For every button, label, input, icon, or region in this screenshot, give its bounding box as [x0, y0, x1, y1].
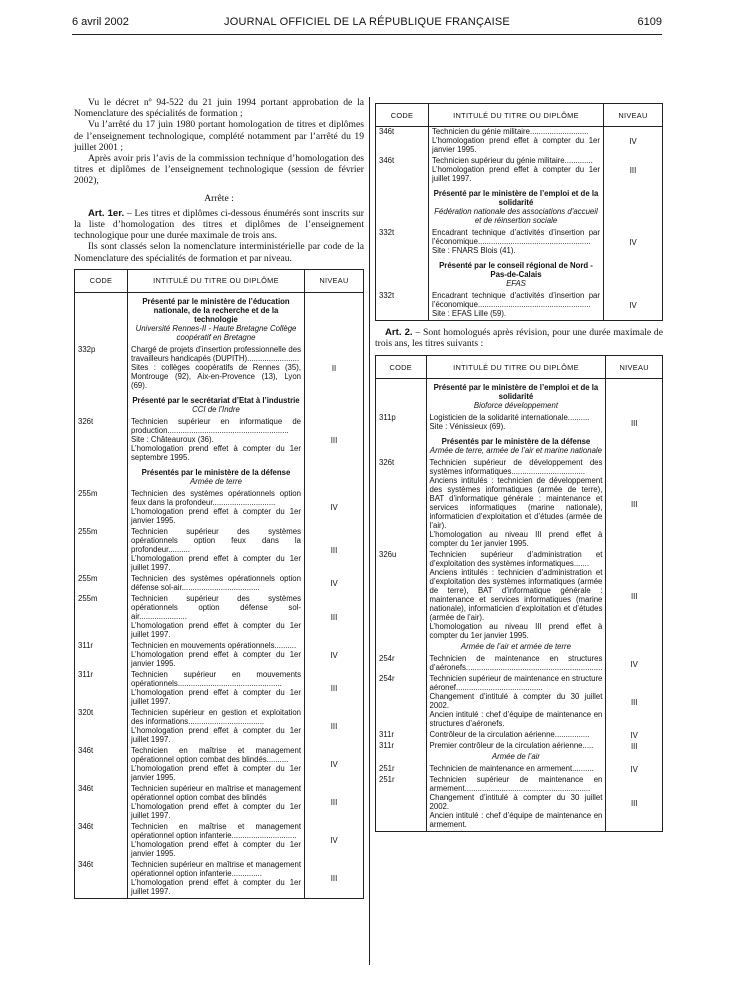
- section-row: [376, 185, 663, 228]
- table-row: [75, 594, 364, 641]
- row-level: III: [606, 413, 663, 433]
- row-level: IV: [606, 654, 663, 674]
- row-code: 346t: [75, 822, 128, 860]
- entry-line: Ancien intitulé : chef d’équipe de maintenance en armement.: [429, 811, 603, 830]
- row-title: [128, 527, 305, 574]
- header-rule: [72, 34, 662, 35]
- entry-line: Technicien de maintenance en structures d’aéronefs...............................................................: [429, 654, 603, 673]
- entry-line: Technicien des systèmes opérationnels option feux dans la profondeur.............................: [131, 488, 301, 507]
- row-title: [426, 550, 606, 642]
- row-code: 255m: [75, 527, 128, 574]
- article-1-label: Art. 1er.: [88, 207, 125, 219]
- row-level: III: [305, 670, 364, 708]
- row-level: III: [606, 458, 663, 550]
- row-title: [128, 345, 305, 392]
- section-subheading: Fédération nationale des associations d’accueil et de réinsertion sociale: [434, 207, 598, 225]
- entry-line: L’homologation prend effet à compter du 1er juillet 1997.: [131, 801, 301, 820]
- entry-line: L’homologation prend effet à compter du 1er juillet 1997.: [432, 165, 600, 183]
- table-row: [75, 860, 364, 899]
- table-row: [376, 291, 663, 321]
- article-1: [74, 208, 364, 242]
- row-code: 332p: [75, 345, 128, 392]
- row-code: [376, 257, 429, 291]
- row-title: [128, 860, 305, 899]
- row-title: [128, 641, 305, 670]
- section-row: [376, 752, 663, 764]
- entry-line: Technicien supérieur des systèmes opérationnels option défense sol-air......................: [131, 593, 301, 621]
- entry-line: Technicien supérieur en informatique de production........................................................: [131, 416, 301, 435]
- section-subheading: CCI de l’Indre: [192, 404, 240, 414]
- article-2: [375, 327, 663, 349]
- entry-line: Technicien en mouvements opérationnels..........: [131, 640, 297, 650]
- article-1-text: – Les titres et diplômes ci-dessous énumérés sont inscrits sur la liste d’homologation des titres et diplômes de l’enseignement technologique pour une durée maximale de trois ans.: [74, 207, 364, 242]
- diploma-table-3: [375, 355, 663, 832]
- arrete-heading: Arrête :: [204, 192, 234, 204]
- row-code: 311r: [376, 741, 427, 752]
- row-code: 255m: [75, 489, 128, 527]
- col-header-level: NIVEAU: [305, 269, 364, 292]
- table-row: [376, 654, 663, 674]
- row-level: [606, 752, 663, 764]
- row-code: 251r: [376, 775, 427, 832]
- section-heading: Présenté par le ministère de l’emploi et de la solidarité: [433, 189, 599, 207]
- preamble: [74, 97, 364, 264]
- table-row: [75, 822, 364, 860]
- col-header-code: CODE: [75, 269, 128, 292]
- row-title: [426, 458, 606, 550]
- entry-line: Technicien supérieur du génie militaire.............: [432, 156, 593, 165]
- section-row: [376, 379, 663, 414]
- row-title: [426, 642, 606, 654]
- entry-line: Technicien supérieur de maintenance en armement..........................................................: [429, 775, 603, 794]
- row-code: [376, 752, 427, 764]
- entry-line: Technicien supérieur de développement des systèmes informatiques..................................: [429, 458, 603, 477]
- entry-line: L’homologation prend effet à compter du 1er janvier 1995.: [131, 506, 301, 525]
- row-title: [429, 127, 604, 157]
- entry-line: L’homologation prend effet à compter du 1er juillet 1997.: [131, 725, 301, 744]
- entry-line: Technicien en maîtrise et management opérationnel option combat des blindés..........: [131, 745, 301, 764]
- entry-line: Contrôleur de la circulation aérienne................: [429, 730, 590, 740]
- entry-line: L’homologation au niveau III prend effet à compter du 1er janvier 1995.: [429, 622, 603, 641]
- row-title: [426, 413, 606, 433]
- entry-line: Technicien du génie militaire...........................: [432, 127, 589, 136]
- table-row: [376, 156, 663, 185]
- entry-line: Technicien supérieur en maîtrise et management opérationnel option infanterie..............: [131, 859, 301, 878]
- table-row: [75, 345, 364, 392]
- row-title: [128, 464, 305, 489]
- entry-line: L’homologation prend effet à compter du 1er juillet 1997.: [131, 620, 301, 639]
- header-date: 6 avril 2002: [72, 16, 129, 28]
- entry-line: Encadrant technique d’activités d’insertion par l’économique....................................................: [432, 291, 600, 309]
- entry-line: Technicien des systèmes opérationnels option défense sol-air....................................: [131, 573, 301, 592]
- row-level: [305, 464, 364, 489]
- row-title: [128, 708, 305, 746]
- row-title: [128, 489, 305, 527]
- row-level: [305, 392, 364, 417]
- table-row: [75, 784, 364, 822]
- entry-line: Ancien intitulé : chef d’équipe de maintenance en structures d’aéronefs.: [429, 710, 603, 729]
- row-title: [128, 292, 305, 345]
- row-title: [128, 417, 305, 464]
- entry-line: Technicien supérieur d’administration et d’exploitation des systèmes informatiques.......: [429, 550, 603, 569]
- row-level: IV: [305, 641, 364, 670]
- row-title: [429, 228, 604, 257]
- row-level: [606, 379, 663, 414]
- entry-line: L’homologation prend effet à compter du 1er septembre 1995.: [131, 443, 301, 462]
- row-level: III: [305, 860, 364, 899]
- entry-line: Changement d’intitulé à compter du 30 juillet 2002.: [429, 692, 603, 711]
- col-header-title: INTITULÉ DU TITRE OU DIPLÔME: [429, 104, 604, 127]
- col-header-title: INTITULÉ DU TITRE OU DIPLÔME: [426, 356, 606, 379]
- col-header-code: CODE: [376, 356, 427, 379]
- row-level: III: [305, 784, 364, 822]
- entry-line: Technicien de maintenance en armement..........: [429, 764, 594, 774]
- entry-line: L’homologation prend effet à compter du 1er juillet 1997.: [131, 687, 301, 706]
- row-title: [426, 654, 606, 674]
- row-level: III: [305, 417, 364, 464]
- entry-line: Changement d’intitulé à compter du 30 juillet 2002.: [429, 793, 603, 812]
- table-row: [376, 550, 663, 642]
- row-code: 311r: [75, 670, 128, 708]
- row-code: 346t: [376, 156, 429, 185]
- entry-line: L’homologation prend effet à compter du 1er janvier 1995.: [131, 839, 301, 858]
- left-column: [74, 97, 364, 899]
- entry-line: Technicien supérieur en gestion et exploitation des informations...................................: [131, 707, 301, 726]
- table-row: [75, 417, 364, 464]
- row-code: 255m: [75, 594, 128, 641]
- row-code: 326t: [75, 417, 128, 464]
- row-level: III: [305, 594, 364, 641]
- row-code: [75, 292, 128, 345]
- row-code: 311p: [376, 413, 427, 433]
- table-row: [376, 730, 663, 741]
- section-heading: Présenté par le ministère de l’emploi et de la solidarité: [433, 383, 599, 402]
- row-level: III: [606, 775, 663, 832]
- row-level: III: [305, 708, 364, 746]
- row-level: [305, 292, 364, 345]
- right-column: [375, 103, 663, 832]
- row-title: [128, 746, 305, 784]
- section-subheading: Bioforce développement: [473, 401, 558, 411]
- col-header-code: CODE: [376, 104, 429, 127]
- classification-paragraph: Ils sont classés selon la nomenclature interministérielle par code de la Nomenclature des spécialités de formation et par niveau.: [74, 241, 364, 264]
- table-row: [376, 228, 663, 257]
- section-subheading: Université Rennes-II - Haute Bretagne Collège coopératif en Bretagne: [135, 323, 297, 342]
- row-title: [429, 185, 604, 228]
- article-2-text: – Sont homologués après révision, pour une durée maximale de trois ans, les titres suivants :: [375, 327, 663, 350]
- row-level: IV: [604, 127, 663, 157]
- row-level: IV: [606, 730, 663, 741]
- row-code: [75, 392, 128, 417]
- row-code: 254r: [376, 654, 427, 674]
- row-title: [128, 574, 305, 594]
- row-code: 326t: [376, 458, 427, 550]
- row-code: 320t: [75, 708, 128, 746]
- section-row: [376, 433, 663, 458]
- section-heading: Présenté par le conseil régional de Nord - Pas-de-Calais: [439, 261, 593, 279]
- entry-line: Encadrant technique d’activités d’insertion par l’économique....................................................: [432, 228, 600, 246]
- row-title: [426, 764, 606, 775]
- entry-line: L’homologation prend effet à compter du 1er janvier 1995.: [131, 649, 301, 668]
- entry-line: Chargé de projets d’insertion professionnelle des travailleurs handicapés (DUPITH)........................: [131, 344, 301, 363]
- entry-line: L’homologation prend effet à compter du 1er juillet 1997.: [131, 877, 301, 896]
- row-title: [426, 379, 606, 414]
- entry-line: Anciens intitulés : technicien de développement des systèmes informatiques (armée de terre), BAT d’informatique générale : maintenance et services informatiques (marine nationale), informaticien d’exploitation et d’études (armée de l’air).: [429, 476, 603, 531]
- row-code: 346t: [376, 127, 429, 157]
- row-title: [426, 775, 606, 832]
- row-level: IV: [606, 764, 663, 775]
- section-row: [376, 642, 663, 654]
- entry-line: Site : Châteauroux (36).: [131, 434, 214, 444]
- row-code: 251r: [376, 764, 427, 775]
- row-code: 311r: [75, 641, 128, 670]
- row-title: [426, 752, 606, 764]
- entry-line: Site : Vénissieux (69).: [429, 422, 506, 432]
- row-code: 346t: [75, 784, 128, 822]
- entry-line: Site : FNARS Blois (41).: [432, 246, 516, 255]
- table-row: [75, 708, 364, 746]
- entry-line: Technicien supérieur des systèmes opérationnels option feux dans la profondeur..........: [131, 526, 301, 554]
- journal-title: JOURNAL OFFICIEL DE LA RÉPUBLIQUE FRANÇAISE: [224, 16, 510, 28]
- row-code: 332t: [376, 228, 429, 257]
- row-title: [429, 257, 604, 291]
- entry-line: Sites : collèges coopératifs de Rennes (35), Montrouge (92), Aix-en-Provence (13), Lyon (69).: [131, 362, 301, 390]
- page-header: [72, 16, 662, 36]
- row-level: [604, 257, 663, 291]
- table-row: [376, 764, 663, 775]
- entry-line: Site : EFAS Lille (59).: [432, 309, 507, 318]
- row-code: [376, 433, 427, 458]
- row-level: [606, 433, 663, 458]
- table-row: [75, 670, 364, 708]
- row-level: III: [606, 550, 663, 642]
- row-level: III: [606, 674, 663, 730]
- preamble-paragraph: Vu le décret nº 94-522 du 21 juin 1994 portant approbation de la Nomenclature des spécialités de formation ;: [74, 97, 364, 120]
- column-divider: [369, 97, 370, 965]
- row-title: [426, 433, 606, 458]
- row-title: [128, 670, 305, 708]
- row-code: 346t: [75, 746, 128, 784]
- row-code: 255m: [75, 574, 128, 594]
- row-title: [128, 784, 305, 822]
- row-title: [429, 156, 604, 185]
- table-row: [376, 741, 663, 752]
- diploma-table-2: [375, 103, 663, 321]
- row-code: [376, 185, 429, 228]
- entry-line: Technicien supérieur en mouvements opérationnels................................................: [131, 669, 301, 688]
- row-title: [426, 730, 606, 741]
- article-2-label: Art. 2.: [385, 327, 413, 338]
- row-level: II: [305, 345, 364, 392]
- entry-line: Anciens intitulés : technicien d’administration et d’exploitation des systèmes informatiques (armée de terre), BAT d’informatique générale : maintenance et services informatiques (marine nationale), informaticien d’exploitation et d’études (armée de l’air).: [429, 568, 603, 623]
- row-level: IV: [604, 291, 663, 321]
- table-row: [376, 127, 663, 157]
- row-code: 332t: [376, 291, 429, 321]
- entry-line: L’homologation prend effet à compter du 1er juillet 1997.: [131, 553, 301, 572]
- section-row: [75, 464, 364, 489]
- section-heading: Présentés par le ministère de la défense: [441, 437, 591, 447]
- row-title: [426, 741, 606, 752]
- entry-line: Technicien supérieur de maintenance en structure aéronef........................................: [429, 674, 603, 693]
- entry-line: Logisticien de la solidarité internationale..........: [429, 413, 590, 423]
- row-code: 311r: [376, 730, 427, 741]
- section-row: [75, 292, 364, 345]
- table-row: [75, 641, 364, 670]
- section-subheading: Armée de l’air et armée de terre: [460, 642, 571, 652]
- table-row: [75, 489, 364, 527]
- entry-line: L’homologation prend effet à compter du 1er janvier 1995.: [131, 763, 301, 782]
- row-title: [429, 291, 604, 321]
- section-row: [75, 392, 364, 417]
- table-row: [376, 413, 663, 433]
- row-title: [426, 674, 606, 730]
- row-title: [128, 594, 305, 641]
- row-level: IV: [305, 822, 364, 860]
- section-heading: Présenté par le ministère de l’éducation nationale, de la recherche et de la technologie: [142, 296, 290, 324]
- row-title: [128, 822, 305, 860]
- section-heading: Présentés par le ministère de la défense: [141, 467, 291, 477]
- row-level: III: [604, 156, 663, 185]
- section-subheading: Armée de terre: [189, 476, 242, 486]
- row-level: [606, 642, 663, 654]
- row-title: [128, 392, 305, 417]
- row-code: 254r: [376, 674, 427, 730]
- table-row: [376, 674, 663, 730]
- section-subheading: Armée de terre, armée de l’air et marine nationale: [429, 446, 602, 456]
- diploma-table-1: [74, 269, 364, 899]
- section-heading: Présenté par le secrétariat d’Etat à l’industrie: [132, 395, 300, 405]
- row-code: 326u: [376, 550, 427, 642]
- entry-line: L’homologation prend effet à compter du 1er janvier 1995.: [432, 136, 600, 154]
- table-row: [75, 527, 364, 574]
- table-row: [75, 574, 364, 594]
- preamble-paragraph: Après avoir pris l’avis de la commission technique d’homologation des titres et diplômes de l’enseignement technologique (session de février 2002),: [74, 153, 364, 187]
- row-code: [376, 642, 427, 654]
- col-header-title: INTITULÉ DU TITRE OU DIPLÔME: [128, 269, 305, 292]
- row-code: 346t: [75, 860, 128, 899]
- page-number: 6109: [637, 16, 662, 28]
- preamble-paragraph: Vu l’arrêté du 17 juin 1980 portant homologation de titres et diplômes de l’enseignement technologique, complété notamment par l’arrêté du 19 juillet 2001 ;: [74, 119, 364, 153]
- row-level: [604, 185, 663, 228]
- entry-line: Technicien supérieur en maîtrise et management opérationnel option combat des blindés: [131, 783, 301, 802]
- row-code: [376, 379, 427, 414]
- row-level: III: [305, 527, 364, 574]
- entry-line: Premier contrôleur de la circulation aérienne.....: [429, 741, 594, 751]
- row-level: III: [606, 741, 663, 752]
- row-code: [75, 464, 128, 489]
- row-level: IV: [305, 489, 364, 527]
- section-row: [376, 257, 663, 291]
- col-header-level: NIVEAU: [604, 104, 663, 127]
- table-row: [376, 458, 663, 550]
- table-row: [376, 775, 663, 832]
- section-subheading: EFAS: [506, 279, 526, 288]
- entry-line: L’homologation au niveau III prend effet à compter du 1er janvier 1995.: [429, 530, 603, 549]
- entry-line: Technicien en maîtrise et management opérationnel option infanterie..............................: [131, 821, 301, 840]
- section-subheading: Armée de l’air: [491, 752, 540, 762]
- row-level: IV: [604, 228, 663, 257]
- row-level: IV: [305, 574, 364, 594]
- table-row: [75, 746, 364, 784]
- row-level: IV: [305, 746, 364, 784]
- col-header-level: NIVEAU: [606, 356, 663, 379]
